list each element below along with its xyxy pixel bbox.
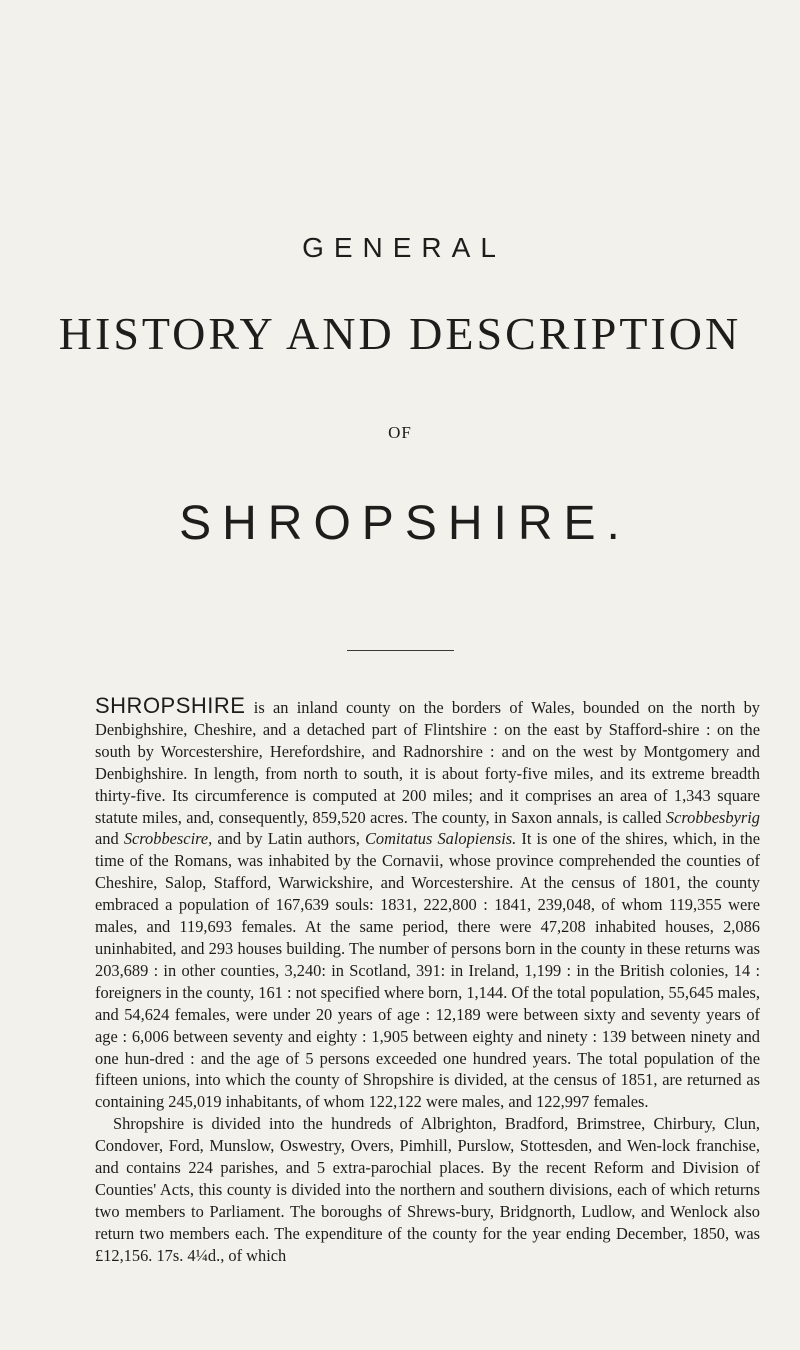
body-text <box>95 695 760 1267</box>
paragraph-1-text-d: It is one of the shires, which, in the time of the Romans, was inhabited by the Cornavii, whose province comprehended the counties of Cheshire, Salop, Stafford, Warwickshire, and Worcestershire. At the census of 1801, the county embraced a population of 167,639 souls: 1831, 222,800 : 1841, 239,048, of whom 119,355 were males, and 119,693 females. At the same period, there were 47,208 inhabited houses, 2,086 uninhabited, and 293 houses building. The number of persons born in the county in these returns was 203,689 : in other counties, 3,240: in Scotland, 391: in Ireland, 1,199 : in the British colonies, 14 : foreigners in the county, 161 : not specified where born, 1,144. Of the total population, 55,645 males, and 54,624 females, were under 20 years of age : 12,189 were between sixty and seventy years of age : 6,006 between seventy and eighty : 1,905 between eighty and ninety : 139 between ninety and one hun-dred : and the age of 5 persons exceeded one hundred years. The total population of the fifteen unions, into which the county of Shropshire is divided, at the census of 1851, are returned as containing 245,019 inhabitants, of whom 122,122 were males, and 122,997 females. <box>95 829 761 1112</box>
latin-name: Comitatus Salopiensis. <box>364 829 517 849</box>
title-divider-rule <box>347 650 454 651</box>
title-county: SHROPSHIRE. <box>179 497 631 550</box>
paragraph-1 <box>95 695 760 1113</box>
paragraph-1-text-c: and by Latin authors, <box>212 829 365 849</box>
saxon-name-2: Scrobbescire, <box>123 829 213 849</box>
title-general: GENERAL <box>302 232 506 263</box>
title-of: OF <box>388 423 412 442</box>
title-history-and-description: HISTORY AND DESCRIPTION <box>58 308 742 359</box>
paragraph-1-text-a: is an inland county on the borders of Wales, bounded on the north by Denbighshire, Cheshire, and a detached part of Flintshire : on the east by Stafford-shire : on the south by Worcestershire, Herefordshire, and Radnorshire : and on the west by Montgomery and Denbighshire. In length, from north to south, it is about forty-five miles, and its extreme breadth thirty-five. Its circumference is computed at 200 miles; and it comprises an area of 1,343 square statute miles, and, consequently, 859,520 acres. The county, in Saxon annals, is called <box>95 698 760 827</box>
lead-word: SHROPSHIRE <box>95 693 246 718</box>
paragraph-2: Shropshire is divided into the hundreds of Albrighton, Bradford, Brimstree, Chirbury, Clun, Condover, Ford, Munslow, Oswestry, Overs, Pimhill, Purslow, Stottesden, and Wen-lock franchise, and contains 224 parishes, and 5 extra-parochial places. By the recent Reform and Division of Counties' Acts, this county is divided into the northern and southern divisions, each of which returns two members to Parliament. The boroughs of Shrews-bury, Bridgnorth, Ludlow, and Wenlock also return two members each. The expenditure of the county for the year ending December, 1850, was £12,156. 17s. 4¼d., of which <box>95 1114 760 1265</box>
saxon-name-1: Scrobbesbyrig <box>665 807 760 827</box>
paragraph-1-text-b: and <box>95 829 124 849</box>
